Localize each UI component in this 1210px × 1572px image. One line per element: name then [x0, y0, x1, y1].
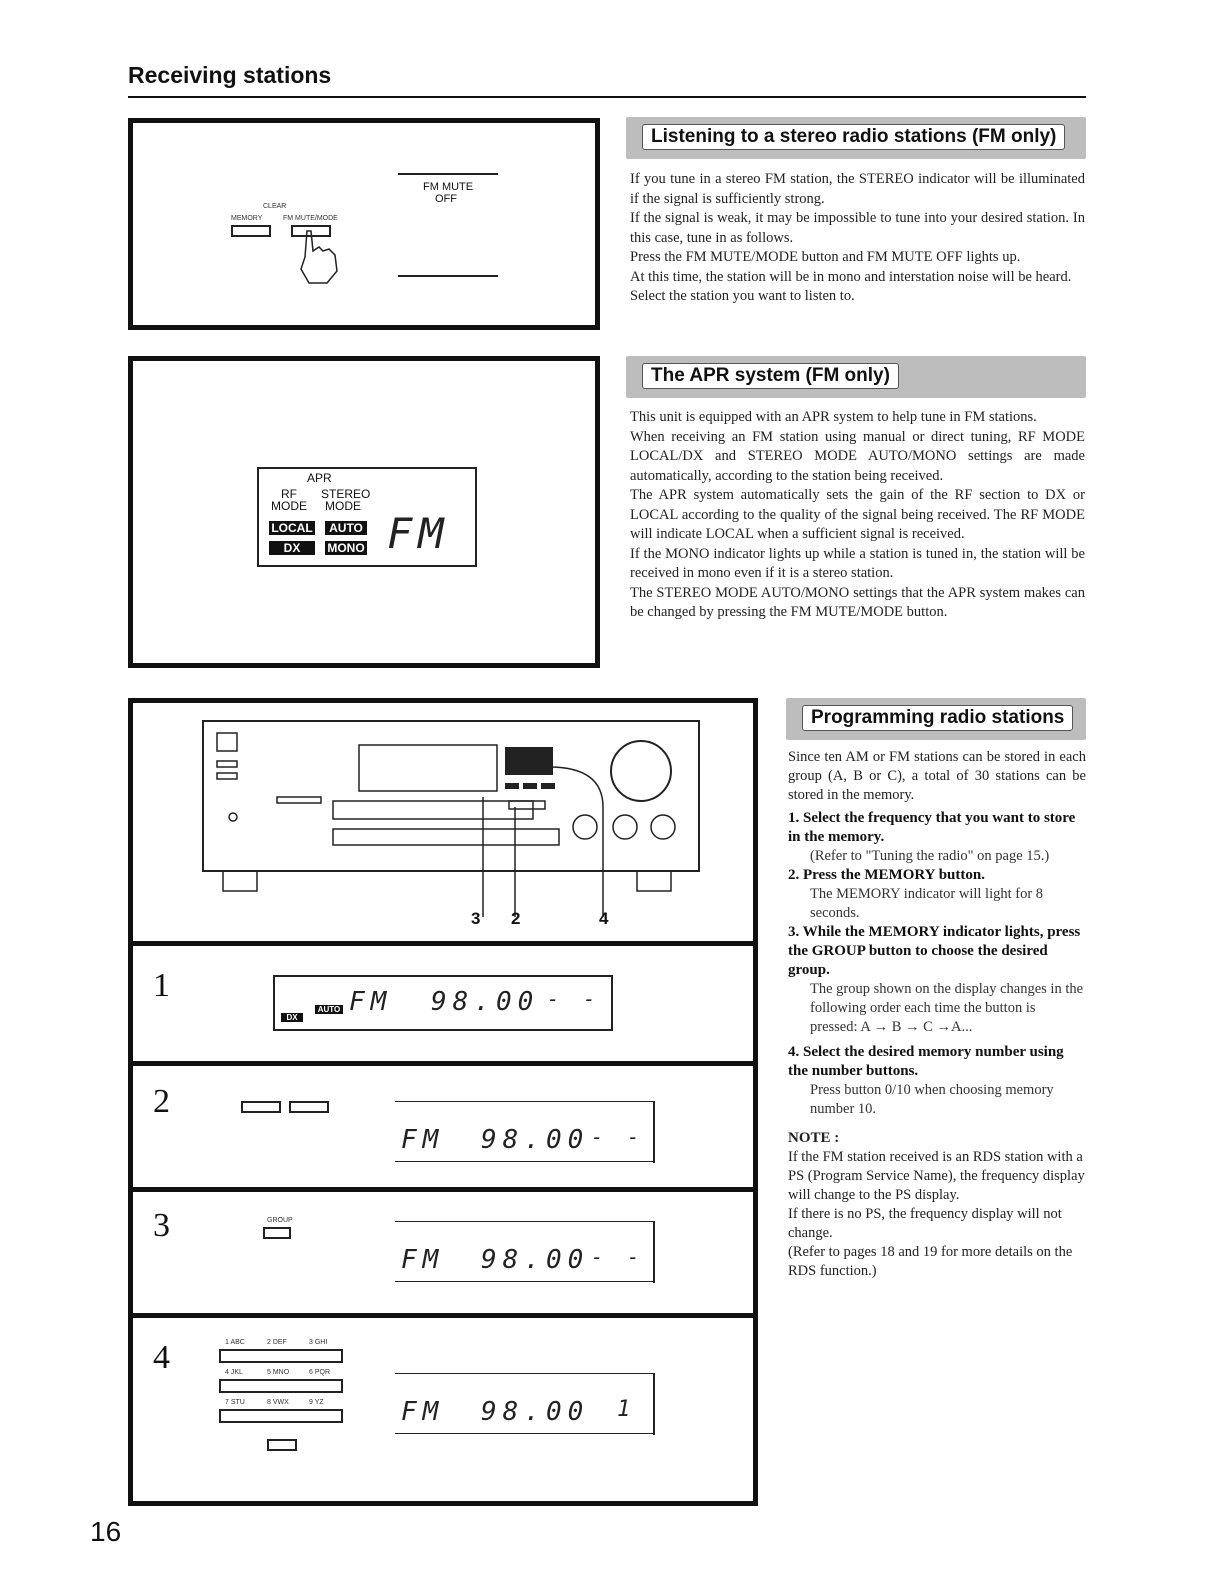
note-paragraph: (Refer to pages 18 and 19 for more details on the RDS function.) [788, 1244, 1073, 1279]
display-top-line [395, 1373, 653, 1374]
local-indicator: LOCAL [269, 521, 315, 535]
fm-text: FM [401, 1245, 445, 1275]
step-detail: The MEMORY indicator will light for 8 seconds. [810, 886, 1044, 921]
intro-paragraph: Since ten AM or FM stations can be stored in each group (A, B or C), a total of 30 stations can be stored in the memory. [788, 749, 1086, 803]
key-label: 2 DEF [267, 1339, 287, 1346]
fm-text: FM [401, 1125, 445, 1155]
fm-text: FM [349, 987, 393, 1017]
suffix-text: - - [547, 987, 602, 1011]
suffix-text: - - [591, 1245, 646, 1269]
frequency-text: 98.00 [481, 1245, 590, 1275]
lcd-display-step4 [395, 1373, 655, 1435]
figure-fm-mute [128, 118, 600, 330]
step-number: 1 [153, 967, 170, 1004]
key-label: 7 STU [225, 1399, 245, 1406]
paragraph: This unit is equipped with an APR system to help tune in FM stations. [630, 409, 1037, 425]
group-button[interactable] [263, 1227, 291, 1239]
suffix-text: 1 [617, 1397, 637, 1422]
frequency-text: 98.00 [431, 987, 540, 1017]
step-detail: Press button 0/10 when choosing memory number 10. [810, 1082, 1054, 1117]
page-title: Receiving stations [128, 62, 332, 88]
key-label: 3 GHI [309, 1339, 328, 1346]
callout-2: 2 [511, 909, 521, 928]
fm-mode-label: FM MUTE/MODE [283, 215, 338, 222]
keypad-row-2[interactable] [219, 1379, 343, 1393]
key-label: 4 JKL [225, 1369, 243, 1376]
display-off: OFF [435, 193, 457, 205]
memory-label: MEMORY [231, 215, 263, 222]
step-number: 4 [153, 1339, 170, 1376]
fm-text: FM [401, 1397, 445, 1427]
callout-4: 4 [599, 909, 609, 928]
note-heading: NOTE : [788, 1130, 840, 1146]
step-number: 3 [153, 1207, 170, 1244]
frequency-text: 98.00 [481, 1125, 590, 1155]
section-banner-stereo [626, 117, 1086, 159]
memory-button[interactable] [231, 225, 271, 237]
display-bottom-line [395, 1433, 653, 1434]
lcd-display-step3 [395, 1221, 655, 1283]
auto-indicator: AUTO [325, 521, 367, 535]
step-detail: (Refer to "Tuning the radio" on page 15.) [810, 848, 1050, 864]
apr-display [257, 467, 477, 567]
section-banner-programming [786, 698, 1086, 740]
key-label: 8 VWX [267, 1399, 289, 1406]
step-number: 2 [153, 1083, 170, 1120]
title-rule [128, 96, 1086, 98]
paragraph: When receiving an FM station using manual or direct tuning, RF MODE LOCAL/DX and STEREO MODE AUTO/MONO settings are made automatically, according to the station being received. [630, 428, 1085, 484]
figure-apr [128, 356, 600, 668]
display-top-line [395, 1221, 653, 1222]
receiver-illustration [193, 717, 713, 947]
section-banner-apr [626, 356, 1086, 398]
note-paragraph: If the FM station received is an RDS station with a PS (Program Service Name), the frequency display will change to the PS display. [788, 1149, 1085, 1203]
step-heading: 4. Select the desired memory number using the number buttons. [788, 1044, 1064, 1079]
figure-programming [128, 698, 758, 1506]
stereo-label: STEREO [321, 487, 371, 501]
clear-label: CLEAR [263, 203, 287, 210]
section-heading-programming: Programming radio stations [802, 705, 1073, 731]
note-paragraph: If there is no PS, the frequency display will not change. [788, 1206, 1062, 1241]
key-label: 5 MNO [267, 1369, 290, 1376]
section-heading-stereo: Listening to a stereo radio stations (FM only) [642, 124, 1065, 150]
display-top-line [395, 1101, 653, 1102]
step-detail: The group shown on the display changes in the following order each time the button is pressed: A → B → C →A... [810, 981, 1084, 1035]
fm-display-text: FM [387, 509, 450, 558]
section-text-stereo [630, 170, 1085, 307]
dx-indicator: DX [269, 541, 315, 555]
paragraph: If the MONO indicator lights up while a station is tuned in, the station will be received in mono even if it is a stereo station. [630, 545, 1085, 581]
group-label: GROUP [267, 1217, 293, 1224]
rf-label: RF [281, 487, 297, 501]
suffix-text: - - [591, 1125, 646, 1149]
page-number: 16 [90, 1516, 122, 1547]
display-fm-mute: FM MUTE [423, 181, 474, 193]
paragraph: The STEREO MODE AUTO/MONO settings that the APR system makes can be changed by pressing the FM MUTE/MODE button. [630, 584, 1085, 620]
key-label: 9 YZ [309, 1399, 324, 1406]
auto-indicator: AUTO [315, 1005, 343, 1014]
paragraph: If you tune in a stereo FM station, the STEREO indicator will be illuminated if the signal is sufficiently strong. [630, 171, 1085, 207]
paragraph: The APR system automatically sets the gain of the RF section to DX or LOCAL according to the quality of the signal being received. The RF MODE will indicate LOCAL when a sufficient signal is received. [630, 487, 1085, 542]
fm-mute-mode-button[interactable] [289, 1101, 329, 1113]
keypad-row-3[interactable] [219, 1409, 343, 1423]
pointing-hand-icon [293, 227, 353, 287]
divider [133, 941, 753, 946]
display-bottom-line [398, 275, 498, 277]
section-heading-apr: The APR system (FM only) [642, 363, 899, 389]
lcd-display-step1 [273, 975, 613, 1031]
section-text-programming [788, 748, 1086, 1281]
key-label: 6 PQR [309, 1369, 331, 1376]
display-top-line [398, 173, 498, 175]
key-label: 1 ABC [225, 1339, 245, 1346]
mono-indicator: MONO [325, 541, 367, 555]
stereo-mode-label: MODE [325, 499, 361, 513]
paragraph: At this time, the station will be in mono and interstation noise will be heard. [630, 268, 1072, 285]
section-text-apr [630, 408, 1085, 623]
group-button[interactable] [267, 1439, 297, 1451]
callout-3: 3 [471, 909, 481, 928]
frequency-text: 98.00 [481, 1397, 590, 1427]
step-heading: 3. While the MEMORY indicator lights, press the GROUP button to choose the desired group. [788, 924, 1081, 978]
step-heading: 1. Select the frequency that you want to store in the memory. [788, 810, 1076, 845]
apr-label: APR [307, 471, 332, 485]
paragraph: Select the station you want to listen to. [630, 288, 855, 304]
lcd-display-step2 [395, 1101, 655, 1163]
step-heading: 2. Press the MEMORY button. [788, 867, 985, 883]
display-bottom-line [395, 1161, 653, 1162]
divider [133, 1313, 753, 1318]
rf-mode-label: MODE [271, 499, 307, 513]
divider [133, 1187, 753, 1192]
display-bottom-line [395, 1281, 653, 1282]
keypad-row-1[interactable] [219, 1349, 343, 1363]
memory-button[interactable] [241, 1101, 281, 1113]
paragraph: If the signal is weak, it may be impossible to tune into your desired station. In this case, tune in as follows. [630, 210, 1085, 246]
paragraph: Press the FM MUTE/MODE button and FM MUTE OFF lights up. [630, 249, 1021, 265]
divider [133, 1061, 753, 1066]
dx-indicator: DX [281, 1013, 303, 1022]
